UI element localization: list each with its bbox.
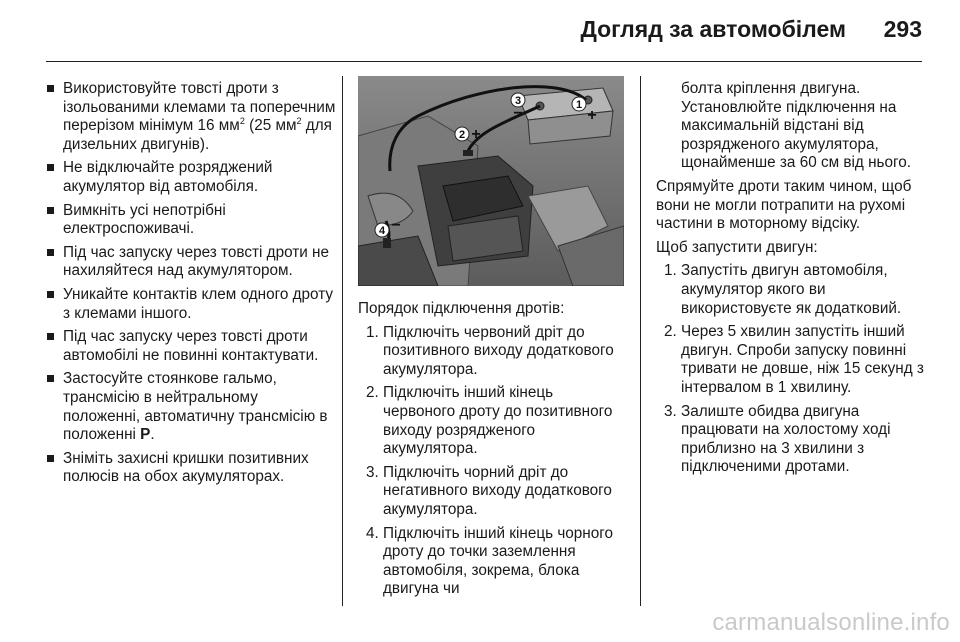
bullet-square-icon (47, 291, 54, 298)
bullet-square-icon (47, 455, 54, 462)
list-number: 1. (664, 262, 677, 280)
page-number: 293 (883, 16, 922, 42)
svg-text:−: − (391, 217, 401, 234)
bullet-text: Вимкніть усі непотрібні електроспоживачі. (63, 201, 226, 238)
column-right (656, 80, 926, 482)
svg-text:+: + (471, 126, 481, 143)
continued-text: болта кріплення двигуна. Установлюйте підключення на максимальній відстані від розрядженого акумулятора, щонайменше за 60 см від нього. (681, 80, 911, 172)
paragraph: Щоб запустити двигун: (656, 238, 818, 256)
list-item (656, 403, 926, 477)
list-text: Підключіть інший кінець червоного дроту до позитивного виходу розрядженого акумулятора. (383, 384, 613, 458)
bullet-item (46, 370, 336, 444)
bullet-text: Під час запуску через товсті дроти автомобілі не повинні контактувати. (63, 328, 319, 364)
bullet-text: Зніміть захисні кришки позитивних полюсів на обох акумуляторах. (63, 449, 309, 486)
bullet-text: Не відключайте розряджений акумулятор від автомобіля. (63, 159, 273, 195)
section-intro: Порядок підключення дротів: (358, 300, 565, 317)
list-number: 3. (366, 463, 379, 481)
list-text: Підключіть інший кінець чорного дроту до точки заземлення автомобіля, зокрема, блока двигуна чи (383, 524, 614, 598)
watermark-text: carmanualsonline.info (712, 609, 950, 636)
jump-start-illustration (358, 76, 624, 286)
bullet-text: Під час запуску через товсті дроти не нахиляйтеся над акумулятором. (63, 243, 330, 280)
list-item (656, 262, 926, 318)
bullet-text: Уникайте контактів клем одного дроту з клемами іншого. (63, 285, 334, 322)
bullet-text: Застосуйте стоянкове гальмо, трансмісію в нейтральному положенні, автоматичну трансмісію в положенні (63, 370, 328, 444)
svg-text:+: + (587, 107, 597, 124)
bullet-square-icon (47, 85, 54, 92)
paragraph: Спрямуйте дроти таким чином, щоб вони не могли потрапити на рухомі частини в моторному відсіку. (656, 177, 912, 233)
column-left (46, 80, 336, 492)
page-title: Догляд за автомобілем (580, 16, 846, 42)
bullet-text: . (150, 426, 155, 444)
list-number: 2. (366, 384, 379, 402)
list-number: 1. (366, 323, 379, 341)
bullet-item (46, 328, 336, 365)
list-item (656, 323, 926, 397)
list-text: Підключіть чорний дріт до негативного виходу додаткового акумулятора. (383, 463, 612, 518)
list-text: Через 5 хвилин запустіть інший двигун. Спроби запуску повинні тривати не довше, ніж 15 секунд з інтервалом в 1 хвилину. (681, 323, 924, 396)
bullet-square-icon (47, 333, 54, 340)
list-number: 4. (366, 524, 379, 542)
list-text: Залиште обидва двигуна працювати на холостому ході приблизно на 3 хвилини з підключеними дротами. (681, 402, 891, 476)
superscript: 2 (296, 116, 302, 127)
bullet-square-icon (47, 207, 54, 214)
column-middle (358, 300, 628, 604)
list-item (358, 384, 628, 458)
bullet-square-icon (47, 164, 54, 171)
page-header (0, 0, 960, 62)
list-text: Запустіть двигун автомобіля, акумулятор якого ви використовуєте як додатковий. (681, 262, 902, 317)
superscript: 2 (239, 116, 245, 127)
bullet-item (46, 159, 336, 196)
svg-text:3: 3 (514, 95, 522, 107)
list-item (358, 525, 628, 599)
svg-text:2: 2 (458, 129, 466, 141)
list-item (358, 464, 628, 520)
bullet-square-icon (47, 375, 54, 382)
list-text: Підключіть червоний дріт до позитивного виходу додаткового акумулятора. (383, 323, 614, 378)
gear-position-label: P (140, 426, 151, 444)
list-number: 3. (664, 402, 677, 420)
bullet-item (46, 80, 336, 154)
svg-text:1: 1 (575, 99, 583, 111)
column-divider-1 (342, 76, 343, 606)
bullet-text: (25 мм (244, 117, 297, 135)
svg-text:4: 4 (378, 225, 386, 237)
bullet-text: для дизельних двигунів). (63, 117, 332, 153)
header-rule (46, 61, 922, 62)
list-number: 2. (664, 323, 677, 341)
engine-bay-drawing (358, 76, 624, 286)
bullet-square-icon (47, 249, 54, 256)
bullet-item (46, 450, 336, 487)
column-divider-2 (640, 76, 641, 606)
list-item (358, 324, 628, 380)
bullet-text: Використовуйте товсті дроти з ізольованими клемами та поперечним перерізом мінімум 16 мм (63, 80, 336, 135)
bullet-item (46, 202, 336, 239)
bullet-item (46, 244, 336, 281)
bullet-item (46, 286, 336, 323)
svg-text:−: − (513, 105, 523, 122)
